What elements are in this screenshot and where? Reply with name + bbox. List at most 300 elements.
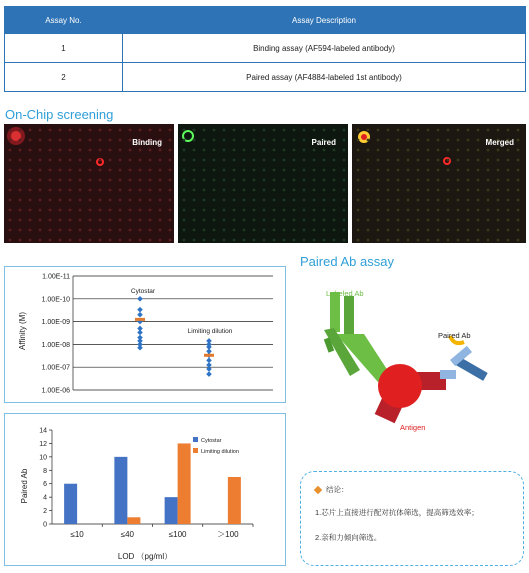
chip-spot xyxy=(377,169,380,172)
chip-spot xyxy=(477,209,480,212)
chip-spot xyxy=(387,199,390,202)
chip-spot xyxy=(149,239,152,242)
chip-spot xyxy=(447,129,450,132)
bar xyxy=(64,484,77,524)
chip-spot xyxy=(313,179,316,182)
chip-spot xyxy=(273,239,276,242)
chip-spot xyxy=(223,179,226,182)
scatter-point xyxy=(137,312,143,318)
chip-spot xyxy=(487,229,490,232)
chip-spot xyxy=(283,129,286,132)
chip-spot xyxy=(387,209,390,212)
chip-spot xyxy=(193,229,196,232)
chip-spot xyxy=(69,219,72,222)
chip-spot xyxy=(149,129,152,132)
chip-spot xyxy=(79,139,82,142)
chip-spot xyxy=(497,189,500,192)
chip-spot xyxy=(333,239,336,242)
chip-spot xyxy=(69,149,72,152)
chip-spot xyxy=(497,229,500,232)
chip-spot xyxy=(49,199,52,202)
chip-spot xyxy=(169,199,172,202)
chip-spot xyxy=(183,139,186,142)
chip-spot xyxy=(427,169,430,172)
chip-spot xyxy=(447,149,450,152)
chip-spot xyxy=(377,199,380,202)
chip-spot xyxy=(437,179,440,182)
chip-spot xyxy=(367,129,370,132)
chip-spot xyxy=(69,129,72,132)
chip-spot xyxy=(457,179,460,182)
chip-spot xyxy=(203,219,206,222)
chip-spot xyxy=(129,139,132,142)
chip-spot xyxy=(497,179,500,182)
chip-spot xyxy=(243,219,246,222)
chip-spot xyxy=(437,159,440,162)
chip-spot xyxy=(39,139,42,142)
chip-spot xyxy=(159,179,162,182)
legend-swatch-cytostar xyxy=(193,437,198,442)
chip-spot xyxy=(467,189,470,192)
chip-spot xyxy=(507,179,510,182)
chip-spot xyxy=(233,209,236,212)
chip-spot xyxy=(109,129,112,132)
chip-spot xyxy=(357,169,360,172)
chip-spot xyxy=(343,129,346,132)
chip-spot xyxy=(507,229,510,232)
chip-spot xyxy=(193,209,196,212)
chip-spot xyxy=(69,179,72,182)
chip-spot xyxy=(517,239,520,242)
chip-spot xyxy=(253,199,256,202)
chip-spot xyxy=(447,209,450,212)
chip-spot xyxy=(427,229,430,232)
chip-spot xyxy=(159,199,162,202)
chip-spot xyxy=(99,139,102,142)
paired-ab-hinge xyxy=(440,370,456,379)
chip-spot xyxy=(357,209,360,212)
x-tick-label: ≤40 xyxy=(120,530,135,539)
chip-spot xyxy=(69,229,72,232)
chip-spot xyxy=(19,229,22,232)
paired-antibody xyxy=(440,336,488,381)
affinity-chart-panel xyxy=(4,266,286,403)
chip-spot xyxy=(427,139,430,142)
chip-spot xyxy=(263,169,266,172)
chip-spot xyxy=(49,139,52,142)
chip-spot xyxy=(487,189,490,192)
chip-spot xyxy=(417,199,420,202)
chip-spot xyxy=(9,219,12,222)
chip-spot xyxy=(323,229,326,232)
chip-spot xyxy=(29,149,32,152)
chip-spot xyxy=(69,159,72,162)
merged-hit-spot-core xyxy=(361,134,367,140)
chip-spot xyxy=(243,199,246,202)
chip-spot xyxy=(283,199,286,202)
chip-spot xyxy=(343,169,346,172)
chip-spot xyxy=(139,149,142,152)
lod-chart-panel xyxy=(4,413,286,566)
chip-spot xyxy=(323,169,326,172)
chip-spot xyxy=(477,199,480,202)
chip-spot xyxy=(303,159,306,162)
chip-spot xyxy=(263,139,266,142)
chip-spot xyxy=(487,149,490,152)
chip-spot xyxy=(343,149,346,152)
chip-spot xyxy=(119,209,122,212)
chip-spot xyxy=(99,169,102,172)
chip-spot xyxy=(477,139,480,142)
chip-spot xyxy=(507,239,510,242)
onchip-title: On-Chip screening xyxy=(5,107,114,122)
assay-description-cell: Paired assay (AF4884-labeled 1st antibody) xyxy=(123,63,526,92)
chip-spot xyxy=(99,209,102,212)
chip-spot xyxy=(437,199,440,202)
chip-spot xyxy=(49,129,52,132)
chip-spot xyxy=(59,179,62,182)
chip-spot xyxy=(417,139,420,142)
chip-spot xyxy=(253,239,256,242)
chip-spot xyxy=(507,219,510,222)
chip-spot xyxy=(99,179,102,182)
chip-spot xyxy=(49,239,52,242)
chip-spot xyxy=(49,219,52,222)
chip-spot xyxy=(59,199,62,202)
chip-spot xyxy=(129,169,132,172)
chip-spot xyxy=(283,149,286,152)
chip-spot xyxy=(343,189,346,192)
chip-spot xyxy=(263,149,266,152)
chip-spot xyxy=(293,179,296,182)
chip-spot xyxy=(333,149,336,152)
chip-spot xyxy=(407,149,410,152)
chip-spot xyxy=(69,209,72,212)
chip-spot xyxy=(223,209,226,212)
chip-spot xyxy=(313,199,316,202)
chip-spot xyxy=(477,159,480,162)
paired-image xyxy=(178,124,348,243)
chip-spot xyxy=(99,189,102,192)
chip-spot xyxy=(119,169,122,172)
chip-spot xyxy=(357,239,360,242)
chip-spot xyxy=(119,189,122,192)
chip-spot xyxy=(183,209,186,212)
chip-spot xyxy=(497,169,500,172)
chip-spot xyxy=(457,229,460,232)
chip-spot xyxy=(223,239,226,242)
chip-spot xyxy=(367,209,370,212)
chip-spot xyxy=(9,209,12,212)
chip-spot xyxy=(517,169,520,172)
conclusion-item: 1.芯片上直接进行配对抗体筛选，提高筛选效率； xyxy=(315,508,479,517)
chip-spot xyxy=(417,229,420,232)
chip-spot xyxy=(323,159,326,162)
chip-spot xyxy=(89,209,92,212)
chip-spot xyxy=(313,219,316,222)
chip-spot xyxy=(343,239,346,242)
chip-spot xyxy=(303,189,306,192)
chip-spot xyxy=(49,159,52,162)
chip-spot xyxy=(447,179,450,182)
chip-spot xyxy=(377,209,380,212)
chip-spot xyxy=(303,229,306,232)
chip-spot xyxy=(59,149,62,152)
chip-spot xyxy=(303,209,306,212)
chip-spot xyxy=(39,159,42,162)
chip-spot xyxy=(89,129,92,132)
chip-spot xyxy=(517,159,520,162)
chip-spot xyxy=(303,179,306,182)
chip-spot xyxy=(517,189,520,192)
chip-spot xyxy=(497,239,500,242)
chip-spot xyxy=(447,139,450,142)
chip-spot xyxy=(467,139,470,142)
chip-spot xyxy=(233,169,236,172)
chip-spot xyxy=(109,229,112,232)
chip-spot xyxy=(9,129,12,132)
y-tick-label: 14 xyxy=(39,427,47,435)
chip-spot xyxy=(233,229,236,232)
chip-spot xyxy=(387,129,390,132)
chip-spot xyxy=(149,219,152,222)
lod-legend xyxy=(193,437,239,455)
chip-spot xyxy=(149,149,152,152)
chip-spot xyxy=(387,229,390,232)
chip-spot xyxy=(149,169,152,172)
chip-spot xyxy=(343,139,346,142)
chip-spot xyxy=(89,239,92,242)
chip-spot xyxy=(333,189,336,192)
chip-spot xyxy=(233,189,236,192)
chip-spot xyxy=(203,239,206,242)
chip-spot xyxy=(169,179,172,182)
chip-spot xyxy=(193,239,196,242)
chip-spot xyxy=(233,219,236,222)
chip-spot xyxy=(243,129,246,132)
chip-spot xyxy=(407,219,410,222)
chip-spot xyxy=(183,229,186,232)
chip-spot xyxy=(109,149,112,152)
chip-spot xyxy=(377,219,380,222)
chip-spot xyxy=(149,229,152,232)
chip-spot xyxy=(387,149,390,152)
chip-spot xyxy=(99,149,102,152)
chip-spot xyxy=(397,209,400,212)
chip-spot xyxy=(293,219,296,222)
chip-spot xyxy=(233,139,236,142)
chip-spot xyxy=(203,229,206,232)
chip-spot xyxy=(283,169,286,172)
chip-spot xyxy=(79,129,82,132)
chip-spot xyxy=(223,189,226,192)
chip-spot xyxy=(19,209,22,212)
chip-spot xyxy=(213,199,216,202)
chip-spot xyxy=(59,219,62,222)
chip-spot xyxy=(397,189,400,192)
chip-spot xyxy=(139,229,142,232)
chip-spot xyxy=(89,149,92,152)
chip-spot xyxy=(169,159,172,162)
chip-spot xyxy=(507,169,510,172)
chip-spot xyxy=(213,179,216,182)
chip-spot xyxy=(29,199,32,202)
chip-spot xyxy=(89,169,92,172)
chip-spot xyxy=(19,219,22,222)
chip-spot xyxy=(183,159,186,162)
chip-spot xyxy=(397,219,400,222)
chip-spot xyxy=(59,189,62,192)
chip-spot xyxy=(447,219,450,222)
chip-spot xyxy=(293,129,296,132)
chip-spot xyxy=(387,169,390,172)
assay-description-cell: Binding assay (AF594-labeled antibody) xyxy=(123,34,526,63)
chip-spot xyxy=(139,209,142,212)
chip-spot xyxy=(99,199,102,202)
chip-spot xyxy=(477,229,480,232)
chip-spot xyxy=(437,189,440,192)
chip-spot xyxy=(333,229,336,232)
chip-spot xyxy=(507,189,510,192)
chip-spot xyxy=(293,159,296,162)
chip-spot xyxy=(139,169,142,172)
chip-spot xyxy=(19,239,22,242)
chip-spot xyxy=(497,199,500,202)
chip-spot xyxy=(159,149,162,152)
chip-spot xyxy=(223,199,226,202)
chip-spot xyxy=(109,219,112,222)
chip-spot xyxy=(397,229,400,232)
chip-spot xyxy=(367,139,370,142)
chip-spot xyxy=(343,179,346,182)
chip-spot xyxy=(39,229,42,232)
chip-spot xyxy=(303,129,306,132)
chip-spot xyxy=(367,189,370,192)
chip-spot xyxy=(313,229,316,232)
chip-spot xyxy=(253,169,256,172)
chip-spot xyxy=(253,209,256,212)
chip-spot xyxy=(193,189,196,192)
chip-spot xyxy=(39,189,42,192)
chip-spot xyxy=(323,189,326,192)
chip-spot xyxy=(233,179,236,182)
chip-spot xyxy=(139,219,142,222)
chip-spot xyxy=(193,149,196,152)
chip-spot xyxy=(233,129,236,132)
chip-spot xyxy=(253,139,256,142)
chip-spot xyxy=(119,159,122,162)
bar xyxy=(228,477,241,524)
chip-spot xyxy=(467,229,470,232)
chip-spot xyxy=(273,169,276,172)
chip-spot xyxy=(243,179,246,182)
lod-bar-chart xyxy=(5,414,285,565)
chip-spot xyxy=(29,219,32,222)
chip-spot xyxy=(99,129,102,132)
legend-swatch-limiting-dilution xyxy=(193,448,198,453)
chip-spot xyxy=(447,159,450,162)
paired-ab-diagram xyxy=(300,278,526,448)
chip-spot xyxy=(203,209,206,212)
chip-spot xyxy=(477,219,480,222)
chip-spot xyxy=(263,209,266,212)
chip-spot xyxy=(507,199,510,202)
assay-no-header: Assay No. xyxy=(5,7,123,34)
chip-spot xyxy=(367,159,370,162)
chip-spot xyxy=(377,229,380,232)
chip-spot xyxy=(193,169,196,172)
chip-spot xyxy=(99,159,102,162)
chip-spot xyxy=(487,159,490,162)
chip-spot xyxy=(437,149,440,152)
chip-spot xyxy=(89,199,92,202)
scatter-point xyxy=(137,307,143,313)
chip-spot xyxy=(213,209,216,212)
chip-spot xyxy=(447,199,450,202)
chip-spot xyxy=(437,169,440,172)
chip-spot xyxy=(223,229,226,232)
chip-spot xyxy=(407,209,410,212)
chip-spot xyxy=(377,139,380,142)
chip-spot xyxy=(407,179,410,182)
chip-spot xyxy=(169,229,172,232)
chip-spot xyxy=(79,219,82,222)
chip-spot xyxy=(79,149,82,152)
bar xyxy=(165,497,178,524)
chip-spot xyxy=(183,199,186,202)
chip-spot xyxy=(397,199,400,202)
chip-spot xyxy=(357,199,360,202)
chip-spot xyxy=(447,229,450,232)
chip-spot xyxy=(497,219,500,222)
chip-spot xyxy=(367,149,370,152)
chip-spot xyxy=(233,199,236,202)
affinity-y-axis-label: Affinity (M) xyxy=(18,311,27,351)
chip-spot xyxy=(49,209,52,212)
antigen-sphere xyxy=(378,364,422,408)
chip-spot xyxy=(313,159,316,162)
chip-spot xyxy=(293,149,296,152)
chip-spot xyxy=(243,209,246,212)
chip-spot xyxy=(417,219,420,222)
chip-spot xyxy=(427,199,430,202)
y-tick-label: 8 xyxy=(43,467,47,475)
chip-spot xyxy=(129,239,132,242)
chip-spot xyxy=(313,129,316,132)
y-tick-label: 12 xyxy=(39,440,47,448)
chip-spot xyxy=(417,239,420,242)
assay-table xyxy=(4,6,526,92)
chip-spot xyxy=(313,239,316,242)
chip-spot xyxy=(79,169,82,172)
chip-spot xyxy=(243,189,246,192)
chip-spot xyxy=(497,159,500,162)
chip-spot xyxy=(427,209,430,212)
chip-spot xyxy=(109,199,112,202)
chip-spot xyxy=(119,149,122,152)
chip-spot xyxy=(507,149,510,152)
chip-spot xyxy=(447,239,450,242)
affinity-chart xyxy=(5,267,285,402)
conclusion-heading xyxy=(315,484,349,495)
chip-spot xyxy=(407,229,410,232)
chip-spot xyxy=(487,129,490,132)
chip-spot xyxy=(213,169,216,172)
diamond-bullet-icon xyxy=(314,486,322,494)
chip-spot xyxy=(253,149,256,152)
chip-spot xyxy=(223,219,226,222)
chip-spot xyxy=(407,159,410,162)
